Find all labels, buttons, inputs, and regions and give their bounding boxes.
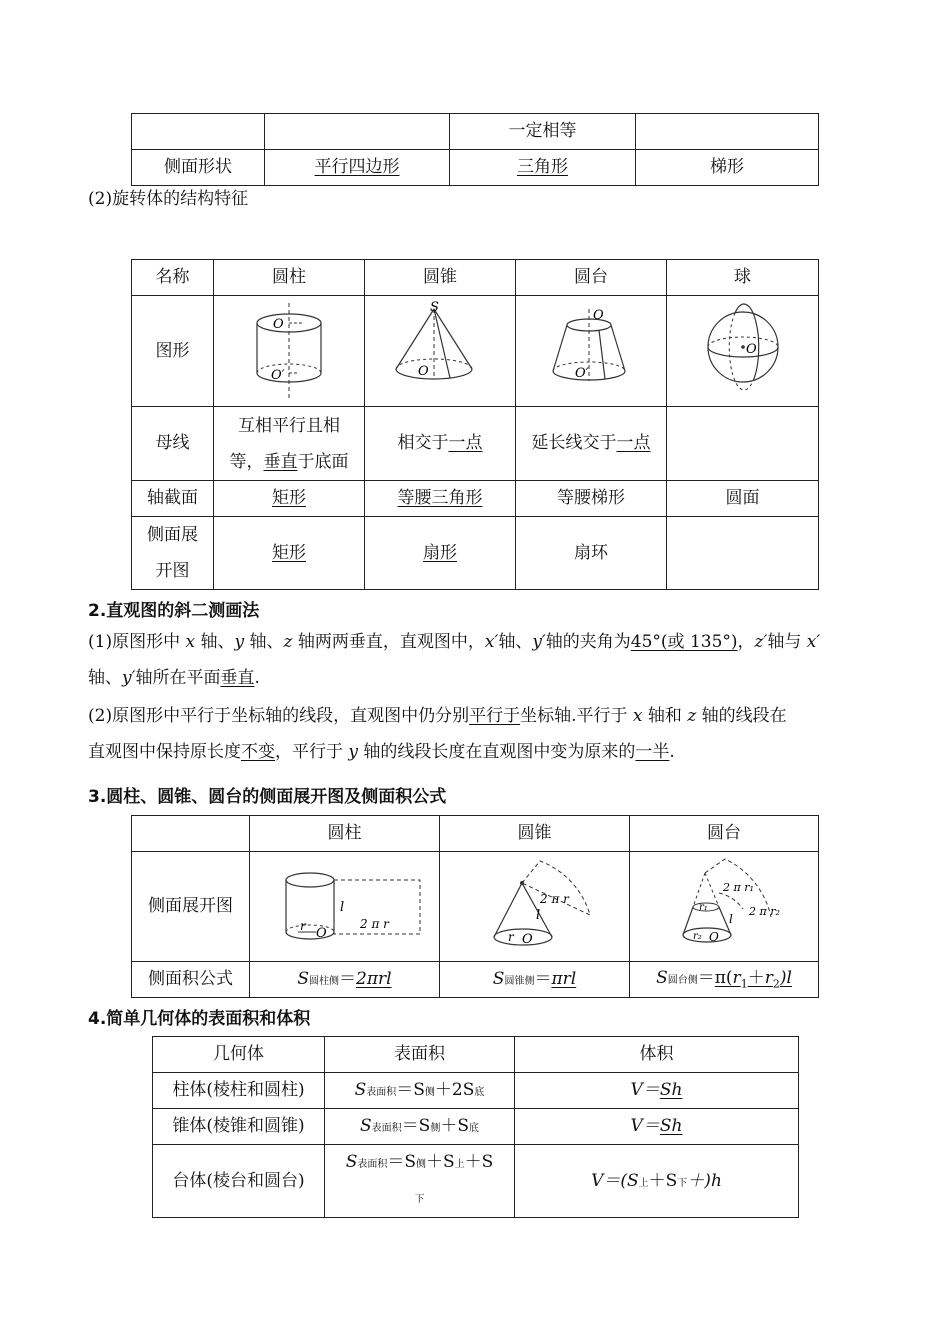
cone-figure <box>365 296 516 407</box>
cell-empty <box>132 114 265 150</box>
cylinder-unfold: 矩形 <box>272 542 306 563</box>
svg-text:2 π r₂: 2 π r₂ <box>749 904 780 918</box>
sphere-figure <box>667 296 819 407</box>
cylinder-o-label: O <box>273 317 284 332</box>
s3-header-empty <box>132 816 250 852</box>
svg-text:r₂: r₂ <box>693 930 702 942</box>
frustum-generatrix-b: 一点 <box>616 433 651 454</box>
sphere-axial: 圆面 <box>667 481 819 517</box>
s4-header-volume: 体积 <box>515 1037 799 1073</box>
cone-s-label: S <box>430 301 439 315</box>
svg-text:O: O <box>521 931 533 947</box>
frustum-area-formula: S圆台侧$=\pi(r_1+r_2)l$ <box>630 962 819 998</box>
cylinder-generatrix-perp: 垂直 <box>263 451 298 472</box>
unfold-label: 侧面展开图 <box>132 852 250 962</box>
cell-equal: 一定相等 <box>450 114 636 150</box>
s4-header-solid: 几何体 <box>153 1037 325 1073</box>
cylinder-area-formula: S圆柱侧＝2πrl <box>250 962 440 998</box>
prism-side-shape: 平行四边形 <box>314 157 400 178</box>
cylinder-generatrix-a: 互相平行且相 <box>238 415 340 436</box>
cell-empty <box>265 114 450 150</box>
svg-text:l: l <box>339 899 344 915</box>
svg-text:l: l <box>729 911 733 926</box>
cone-generatrix-b: 一点 <box>448 433 483 454</box>
svg-text:2 π r₁: 2 π r₁ <box>723 880 754 894</box>
frustum-axial: 等腰梯形 <box>516 481 667 517</box>
svg-text:2 π r: 2 π r <box>359 916 389 931</box>
prism-cylinder-name: 柱体(棱柱和圆柱) <box>153 1073 325 1109</box>
header-cone: 圆锥 <box>365 260 516 296</box>
header-sphere: 球 <box>667 260 819 296</box>
lateral-area-table <box>131 815 819 998</box>
cylinder-axial: 矩形 <box>272 488 306 509</box>
cylinder-o-prime-label: O′ <box>271 368 285 383</box>
sphere-unfold <box>667 517 819 590</box>
svg-text:r: r <box>507 929 514 944</box>
svg-text:O: O <box>315 925 327 941</box>
prism-volume-formula: V＝Sh <box>515 1073 799 1109</box>
cone-o-label: O <box>418 364 429 379</box>
cylinder-generatrix-b: 等， <box>229 451 264 472</box>
cone-unfold: 扇形 <box>423 542 457 563</box>
frustum-surface-formula: S表面积＝S侧＋S上＋S 下 <box>325 1145 515 1218</box>
polyhedron-table-tail <box>131 113 819 186</box>
svg-text:l: l <box>535 907 540 923</box>
figure-label: 图形 <box>132 296 214 407</box>
s3-header-cylinder: 圆柱 <box>250 816 440 852</box>
frustum-unfold-figure <box>630 852 819 962</box>
header-cylinder: 圆柱 <box>214 260 365 296</box>
pyramid-side-shape: 三角形 <box>517 157 568 178</box>
frustum-unfold: 扇环 <box>516 517 667 590</box>
frustum-name: 台体(棱台和圆台) <box>153 1145 325 1218</box>
cone-axial: 等腰三角形 <box>397 488 483 509</box>
cylinder-generatrix-d: 于底面 <box>297 451 349 472</box>
sphere-o-label: O <box>745 342 757 357</box>
frustum-side-shape: 梯形 <box>636 150 819 186</box>
s4-header-surface: 表面积 <box>325 1037 515 1073</box>
section4-title: 4.简单几何体的表面积和体积 <box>88 1009 311 1029</box>
cone-unfold-figure <box>440 852 630 962</box>
generatrix-label: 母线 <box>132 407 214 481</box>
pyramid-volume-formula: V＝Sh <box>515 1109 799 1145</box>
lateral-unfold-label-a: 侧面展 <box>147 525 198 545</box>
cylinder-figure <box>214 296 365 407</box>
pyramid-cone-name: 锥体(棱锥和圆锥) <box>153 1109 325 1145</box>
cone-area-formula: S圆锥侧＝πrl <box>440 962 630 998</box>
header-name: 名称 <box>132 260 214 296</box>
sphere-generatrix <box>667 407 819 481</box>
cell-empty <box>636 114 819 150</box>
axial-section-label: 轴截面 <box>132 481 214 517</box>
pyramid-surface-formula: S表面积＝S侧＋S底 <box>325 1109 515 1145</box>
section2-paragraph2: (2)原图形中平行于坐标轴的线段，直观图中仍分别平行于坐标轴.平行于 x 轴和 z 轴的线段在 直观图中保持原长度不变，平行于 y 轴的线段长度在直观图中变为原来的一半. <box>88 706 787 762</box>
rotation-table <box>131 259 819 590</box>
s3-header-cone: 圆锥 <box>440 816 630 852</box>
cylinder-unfold-figure <box>250 852 440 962</box>
section3-title: 3.圆柱、圆锥、圆台的侧面展开图及侧面积公式 <box>88 787 447 807</box>
frustum-o-label: O <box>593 308 604 323</box>
svg-text:r₁: r₁ <box>699 901 708 913</box>
side-shape-label: 侧面形状 <box>132 150 265 186</box>
frustum-figure <box>516 296 667 407</box>
frustum-generatrix-a: 延长线交于 <box>531 433 617 454</box>
section2-title: 2.直观图的斜二测画法 <box>88 601 260 621</box>
area-label: 侧面积公式 <box>132 962 250 998</box>
frustum-o-prime-label: O′ <box>575 366 589 381</box>
prism-surface-formula: S表面积＝S侧＋2S底 <box>325 1073 515 1109</box>
s3-header-frustum: 圆台 <box>630 816 819 852</box>
section2-paragraph1: (1)原图形中 x 轴、y 轴、z 轴两两垂直，直观图中，x′轴、y′轴的夹角为45°(或 135°)，z′轴与 x′ 轴、y′轴所在平面垂直. <box>88 632 821 688</box>
svg-text:r: r <box>299 918 306 933</box>
svg-text:O: O <box>709 929 719 944</box>
svg-text:2 π r: 2 π r <box>539 891 569 906</box>
surface-volume-table <box>152 1036 799 1218</box>
frustum-volume-formula: V＝(S上＋S下＋)h <box>515 1145 799 1218</box>
cone-generatrix-a: 相交于 <box>397 433 449 454</box>
lateral-unfold-label-b: 开图 <box>155 561 190 581</box>
rotation-section-title: (2)旋转体的结构特征 <box>88 189 249 209</box>
header-frustum: 圆台 <box>516 260 667 296</box>
